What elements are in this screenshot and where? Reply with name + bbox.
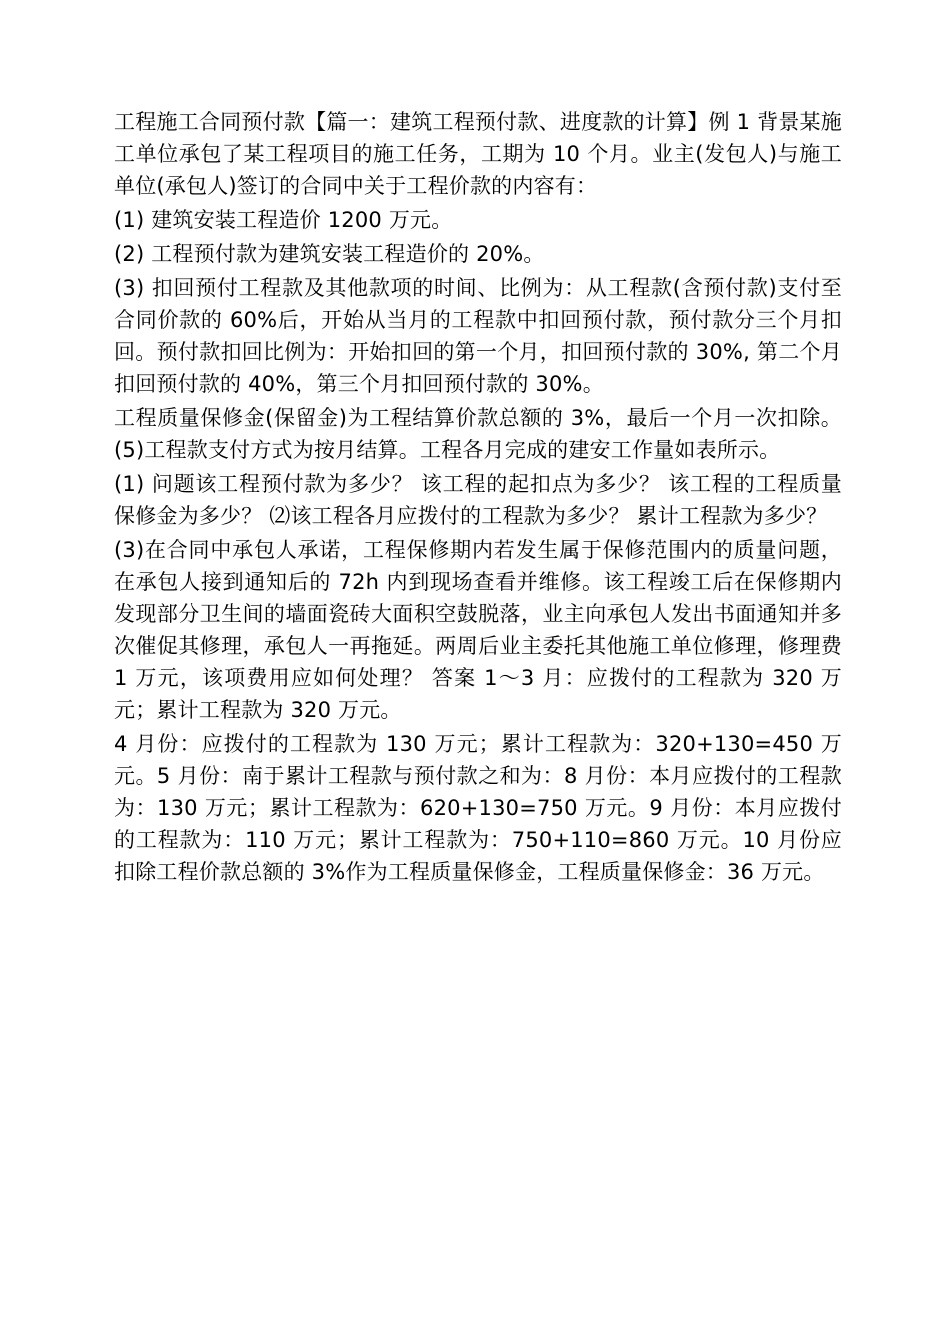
paragraph-item-2: (2) 工程预付款为建筑安装工程造价的 20%。 [114,242,545,266]
paragraph-questions: (1) 问题该工程预付款为多少？ 该工程的起扣点为多少？ 该工程的工程质量保修金为多少？ ⑵该工程各月应拨付的工程款为多少？ 累计工程款为多少？ [114,472,842,528]
document-body [114,106,842,890]
paragraph-item-3: (3) 扣回预付工程款及其他款项的时间、比例为：从工程款(含预付款)支付至合同价款的 60%后，开始从当月的工程款中扣回预付款，预付款分三个月扣回。预付款扣回比例为：开始扣回的第一个月，扣回预付款的 30%, 第二个月扣回预付款的 40%，第三个月扣回预付款的 30%。 [114,276,842,396]
paragraph-question-3-and-answer: (3)在合同中承包人承诺，工程保修期内若发生属于保修范围内的质量问题，在承包人接到通知后的 72h 内到现场查看并维修。该工程竣工后在保修期内发现部分卫生间的墙面瓷砖大面积空鼓脱落，业主向承包人发出书面通知并多次催促其修理，承包人一再拖延。两周后业主委托其他施工单位修理，修理费 1 万元，该项费用应如何处理？ 答案 1～3 月：应拨付的工程款为 320 万元；累计工程款为 320 万元。 [114,538,842,722]
paragraph-item-1: (1) 建筑安装工程造价 1200 万元。 [114,208,453,232]
paragraph-intro: 工程施工合同预付款【篇一：建筑工程预付款、进度款的计算】例 1 背景某施工单位承包了某工程项目的施工任务，工期为 10 个月。业主(发包人)与施工单位(承包人)签订的合同中关于工程价款的内容有： [114,110,842,198]
paragraph-retention: 工程质量保修金(保留金)为工程结算价款总额的 3%，最后一个月一次扣除。(5)工程款支付方式为按月结算。工程各月完成的建安工作量如表所示。 [114,406,842,462]
paragraph-monthly-answer: 4 月份：应拨付的工程款为 130 万元；累计工程款为：320+130=450 万元。5 月份：南于累计工程款与预付款之和为：8 月份：本月应拨付的工程款为：130 万元；累计工程款为：620+130=750 万元。9 月份：本月应拨付的工程款为：110 万元；累计工程款为：750+110=860 万元。10 月份应扣除工程价款总额的 3%作为工程质量保修金，工程质量保修金：36 万元。 [114,732,842,884]
